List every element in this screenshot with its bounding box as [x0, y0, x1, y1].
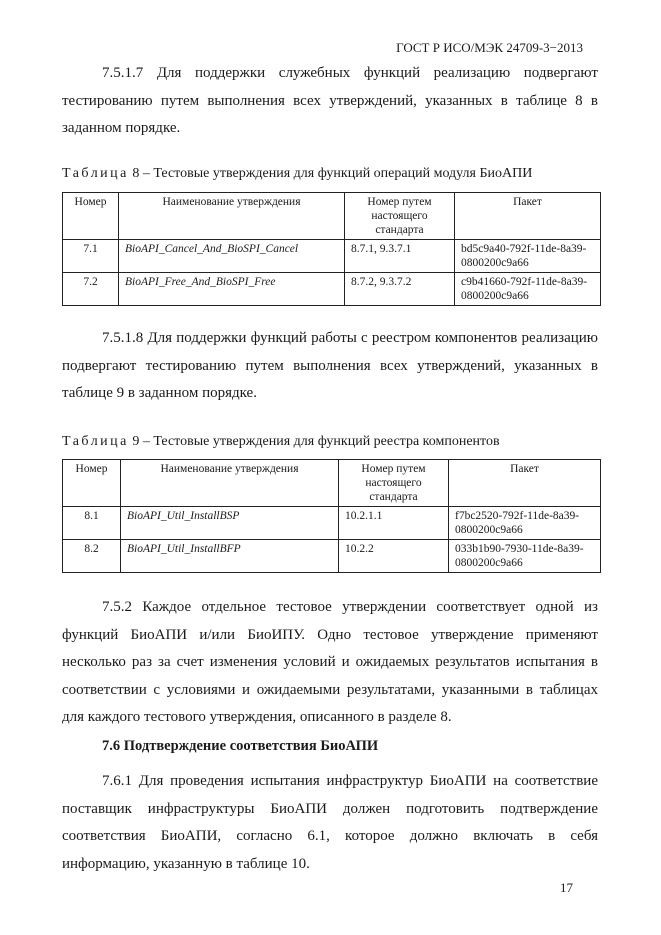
- cell-assertion-name: BioAPI_Util_InstallBSP: [121, 507, 339, 540]
- cell-reference: 8.7.2, 9.3.7.2: [345, 273, 455, 306]
- paragraph-7-5-2: 7.5.2 Каждое отдельное тестовое утверждении соответствует одной из функций БиоАПИ и/или БиоИПУ. Одно тестовое утверждение применяют несколько раз за счет изменения условий и ожидаемых результатов испытания в соответствии с условиями и ожидаемыми результатами, указанными в таблицах для каждого тестового утверждения, описанного в разделе 8.: [62, 599, 598, 725]
- cell-reference: 8.7.1, 9.3.7.1: [345, 240, 455, 273]
- table-9-caption: Таблица 9 – Тестовые утверждения для функций реестра компонентов: [62, 434, 500, 449]
- document-header: ГОСТ Р ИСО/МЭК 24709-3−2013: [396, 40, 583, 55]
- column-header: Номер: [63, 193, 119, 240]
- page-number: 17: [560, 880, 573, 895]
- cell-package: c9b41660-792f-11de-8a39-0800200c9a66: [455, 273, 601, 306]
- cell-package: 033b1b90-7930-11de-8a39-0800200c9a66: [449, 540, 601, 573]
- paragraph-7-5-1-7: 7.5.1.7 Для поддержки служебных функций реализацию подвергают тестированию путем выполнения всех утверждений, указанных в таблице 8 в заданном порядке.: [62, 65, 598, 136]
- table-8: [62, 192, 601, 306]
- paragraph-7-6-1: 7.6.1 Для проведения испытания инфраструктур БиоАПИ на соответствие поставщик инфраструктуры БиоАПИ должен подготовить подтверждение соответствия БиоАПИ, согласно 6.1, которое должно включать в себя информацию, указанную в таблице 10.: [62, 773, 598, 872]
- cell-number: 8.1: [63, 507, 121, 540]
- column-header: Номер: [63, 460, 121, 507]
- table-header-row: [63, 193, 601, 240]
- table-row: [63, 507, 601, 540]
- cell-reference: 10.2.1.1: [339, 507, 449, 540]
- column-header: Номер путем настоящего стандарта: [345, 193, 455, 240]
- column-header: Наименование утверждения: [121, 460, 339, 507]
- table-8-caption: Таблица 8 – Тестовые утверждения для функций операций модуля БиоАПИ: [62, 166, 533, 181]
- table-header-row: [63, 460, 601, 507]
- table-row: [63, 273, 601, 306]
- cell-number: 7.1: [63, 240, 119, 273]
- table-row: [63, 540, 601, 573]
- table-row: [63, 240, 601, 273]
- column-header: Пакет: [449, 460, 601, 507]
- cell-number: 8.2: [63, 540, 121, 573]
- cell-assertion-name: BioAPI_Util_InstallBFP: [121, 540, 339, 573]
- column-header: Наименование утверждения: [119, 193, 345, 240]
- cell-assertion-name: BioAPI_Cancel_And_BioSPI_Cancel: [119, 240, 345, 273]
- cell-number: 7.2: [63, 273, 119, 306]
- column-header: Номер путем настоящего стандарта: [339, 460, 449, 507]
- cell-package: f7bc2520-792f-11de-8a39-0800200c9a66: [449, 507, 601, 540]
- section-heading-7-6: 7.6 Подтверждение соответствия БиоАПИ: [102, 738, 379, 754]
- cell-reference: 10.2.2: [339, 540, 449, 573]
- paragraph-7-5-1-8: 7.5.1.8 Для поддержки функций работы с реестром компонентов реализацию подвергают тестированию путем выполнения всех утверждений, указанных в таблице 9 в заданном порядке.: [62, 330, 598, 401]
- cell-assertion-name: BioAPI_Free_And_BioSPI_Free: [119, 273, 345, 306]
- column-header: Пакет: [455, 193, 601, 240]
- cell-package: bd5c9a40-792f-11de-8a39-0800200c9a66: [455, 240, 601, 273]
- table-9: [62, 459, 601, 573]
